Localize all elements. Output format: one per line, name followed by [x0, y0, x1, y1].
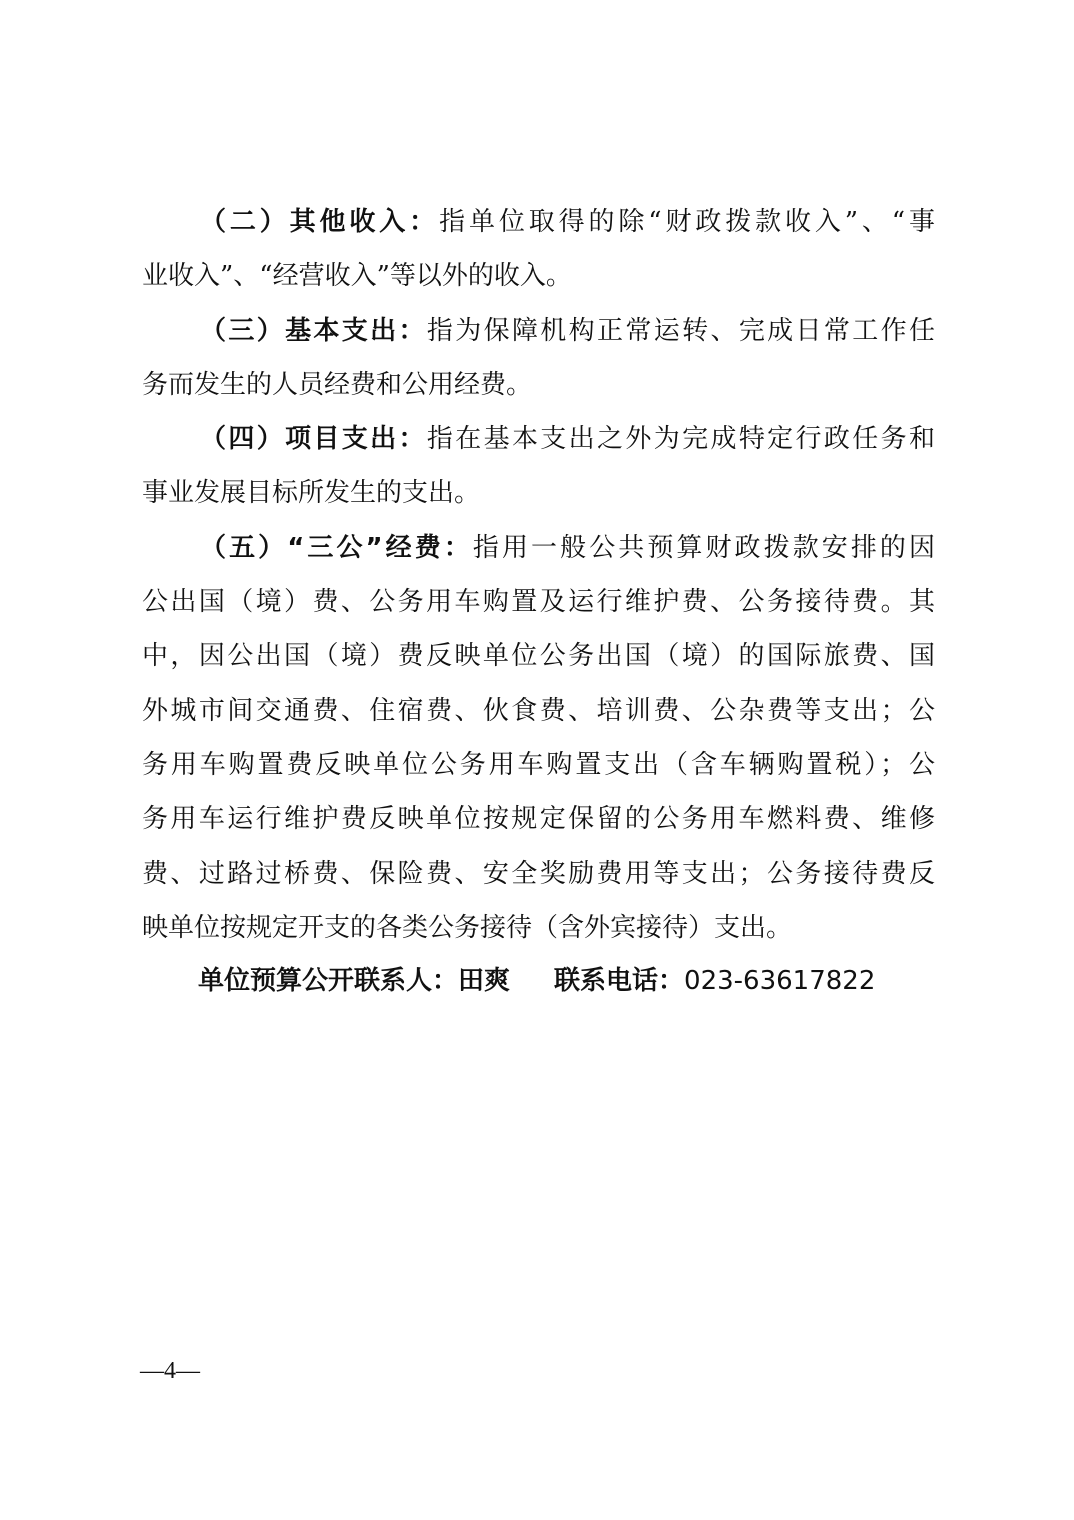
contact-phone: 023-63617822: [684, 966, 876, 996]
text-line: 公出国（境）费、公务用车购置及运行维护费、公务接待费。其: [142, 587, 935, 618]
text-line: 务用车购置费反映单位公务用车购置支出（含车辆购置税）；公: [142, 749, 935, 780]
paragraph-basic-expenditure: [142, 304, 935, 413]
text-line: 事业发展目标所发生的支出。: [142, 478, 481, 509]
text-line: 指单位取得的除“财政拨款收入”、“事: [439, 207, 935, 237]
term-label: （三）基本支出：: [200, 315, 427, 346]
page-number: —4—: [140, 1358, 200, 1384]
paragraph-other-income: [142, 195, 935, 304]
document-body: [142, 195, 935, 955]
text-line: 指用一般公共预算财政拨款安排的因: [472, 532, 935, 563]
contact-phone-label: 联系电话：: [554, 966, 685, 996]
contact-line: [198, 954, 875, 1008]
text-line: 中，因公出国（境）费反映单位公务出国（境）的国际旅费、国: [142, 641, 935, 672]
contact-person: 田爽: [458, 966, 511, 996]
text-line: 映单位按规定开支的各类公务接待（含外宾接待）支出。: [142, 912, 793, 943]
contact-person-label: 单位预算公开联系人：: [198, 966, 459, 996]
text-line: 费、过路过桥费、保险费、安全奖励费用等支出；公务接待费反: [142, 858, 935, 889]
term-label: （四）项目支出：: [200, 424, 427, 455]
text-line: 指在基本支出之外为完成特定行政任务和: [426, 424, 935, 455]
text-line: 指为保障机构正常运转、完成日常工作任: [426, 315, 935, 346]
term-label: （五）“三公”经费：: [200, 532, 473, 563]
text-line: 务而发生的人员经费和公用经费。: [142, 369, 533, 400]
text-line: 外城市间交通费、住宿费、伙食费、培训费、公杂费等支出；公: [142, 695, 935, 726]
paragraph-three-public-expenses: [142, 521, 935, 955]
term-label: （二）其他收入：: [200, 207, 440, 237]
text-line: 业收入”、“经营收入”等以外的收入。: [142, 261, 572, 292]
paragraph-project-expenditure: [142, 412, 935, 521]
text-line: 务用车运行维护费反映单位按规定保留的公务用车燃料费、维修: [142, 804, 935, 835]
